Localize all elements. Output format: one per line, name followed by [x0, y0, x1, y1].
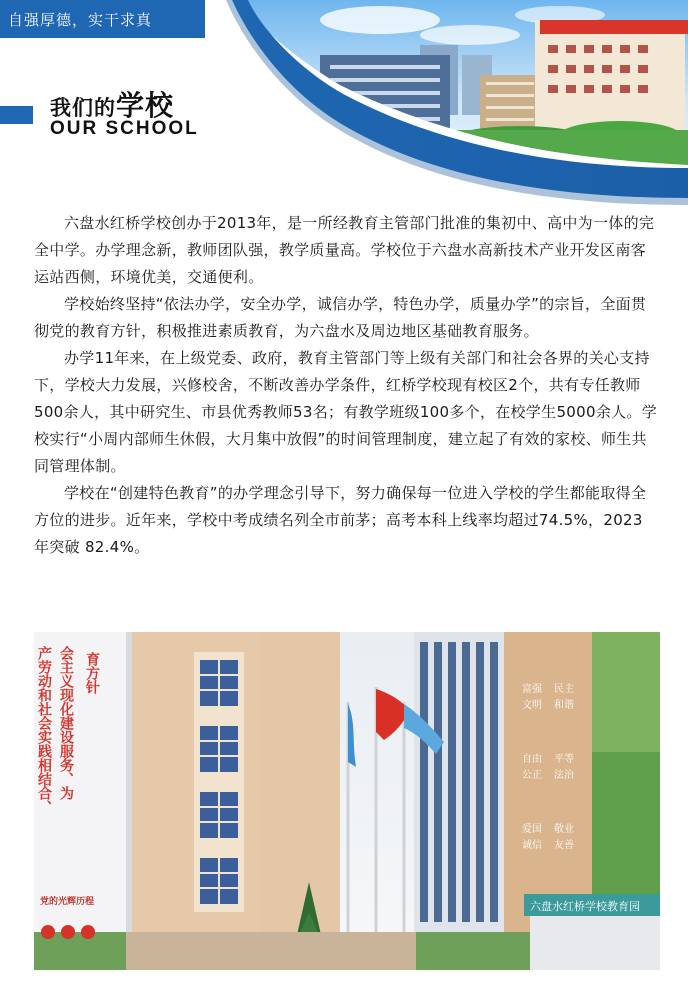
school-introduction: [34, 210, 660, 561]
value-word: 爱国: [522, 824, 542, 835]
value-word: 文明: [522, 700, 542, 711]
gate-sign-text: 六盘水红桥学校教育园: [530, 900, 640, 913]
value-word: 敬业: [554, 824, 574, 835]
section-title-en: OUR SCHOOL: [50, 118, 199, 139]
title-cn-prefix: 我们的: [50, 96, 116, 120]
paragraph-development: 办学11年来，在上级党委、政府，教育主管部门等上级有关部门和社会各界的关心支持下，学校大力发展，兴修校舍，不断改善办学条件，红桥学校现有校区2个，共有专任教师500余人，其中研究生、市县优秀教师53名；有教学班级100多个，在校学生5000余人。学校实行“小周内部师生休假，大月集中放假”的时间管理制度，建立起了有效的家校、师生共同管理体制。: [34, 349, 658, 475]
title-accent-bar: [0, 106, 33, 124]
value-word: 诚信: [522, 840, 542, 851]
tagline-bar: [0, 0, 205, 38]
value-word: 富强: [522, 684, 542, 695]
value-word: 和谐: [554, 700, 574, 711]
value-word: 友善: [554, 840, 574, 851]
tagline-text: 自强厚德，实干求真: [8, 10, 153, 29]
value-word: 法治: [554, 770, 574, 781]
title-cn-main: 学校: [116, 89, 175, 122]
value-word: 平等: [554, 754, 574, 765]
slogan-left-line: 会主义现化建设服务、为: [58, 646, 74, 800]
paragraph-founding: 六盘水红桥学校创办于2013年，是一所经教育主管部门批准的集初中、高中为一体的完全中学。办学理念新，教师团队强，教学质量高。学校位于六盘水高新技术产业开发区南客运站西侧，环境优美，交通便利。: [34, 214, 655, 286]
paragraph-mission: 学校始终坚持“依法办学，安全办学，诚信办学，特色办学，质量办学”的宗旨，全面贯彻党的教育方针，积极推进素质教育，为六盘水及周边地区基础教育服务。: [34, 295, 647, 340]
history-sign-text: 党的光辉历程: [40, 897, 95, 907]
slogan-left-line: 育方针: [84, 652, 100, 694]
value-word: 自由: [522, 754, 542, 765]
slogan-left-line: 产劳动和社会实践相结合、: [36, 646, 52, 814]
value-word: 公正: [522, 770, 542, 781]
value-word: 民主: [554, 684, 574, 695]
paragraph-achievements: 学校在“创建特色教育”的办学理念引导下，努力确保每一位进入学校的学生都能取得全方位的进步。近年来，学校中考成绩名列全市前茅；高考本科上线率均超过74.5%，2023 年突破 82.4%。: [34, 484, 647, 556]
campus-photo: [34, 632, 660, 970]
